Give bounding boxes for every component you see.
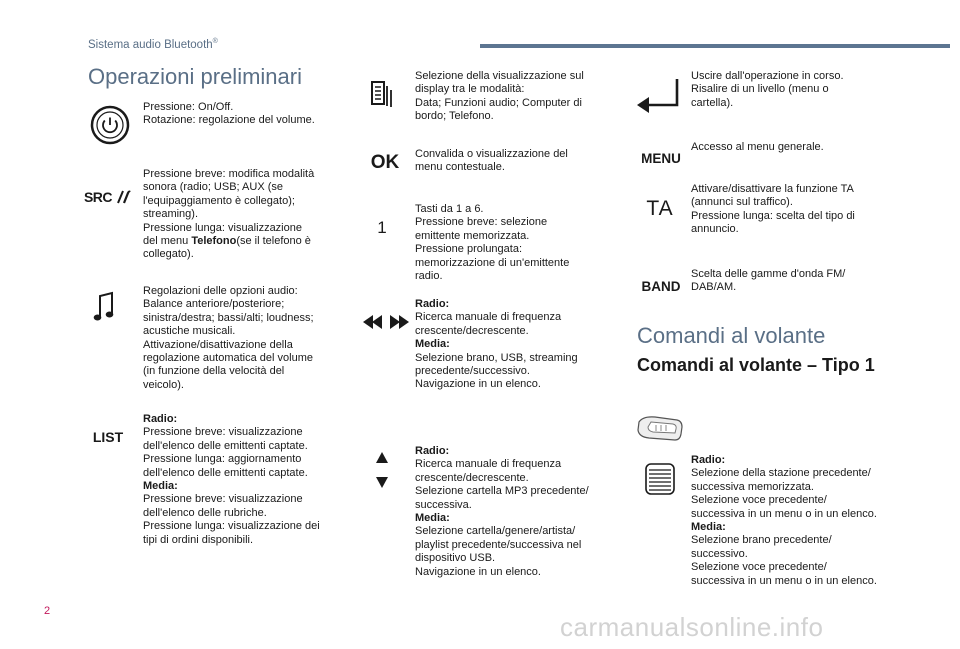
text-line: successiva in un menu o in un elenco. [691, 507, 877, 520]
text-line: Pressione: On/Off. [143, 101, 234, 113]
text-line: emittente memorizzata. [415, 229, 530, 242]
text-line: Scelta delle gamme d'onda FM/ [691, 268, 846, 280]
menu-key-icon [638, 149, 684, 167]
text-line: precedente/successivo. [415, 365, 530, 378]
text-line: Pressione breve: visualizzazione [143, 426, 303, 439]
text-line: annuncio. [691, 223, 739, 236]
text-line: Accesso al menu generale. [691, 141, 824, 153]
text-line: Pressione lunga: scelta del tipo di [691, 209, 855, 222]
text-line [415, 445, 589, 458]
text-line: Pressione prolungata: [415, 243, 523, 256]
text-line: Selezione della stazione precedente/ [691, 467, 871, 480]
registered-mark: ® [212, 38, 218, 45]
text-line: collegato). [143, 248, 194, 261]
preset-keys-description [415, 203, 569, 283]
text-line: Rotazione: regolazione del volume. [143, 114, 315, 127]
text-line: Navigazione in un elenco. [415, 378, 541, 391]
text-line: Selezione della visualizzazione sul [415, 70, 584, 82]
text-line: memorizzazione di un'emittente [415, 256, 570, 269]
text-line: DAB/AM. [691, 281, 737, 294]
text-line [415, 298, 578, 311]
text-line: crescente/decrescente. [415, 324, 529, 337]
text-line: Balance anteriore/posteriore; [143, 298, 285, 311]
text-line: Pressione breve: selezione [415, 216, 548, 229]
ok-key-icon [368, 152, 402, 174]
text-line: Pressione breve: modifica modalità [143, 168, 315, 180]
text-line: dispositivo USB. [415, 552, 496, 565]
audio-settings-description [143, 285, 314, 392]
text-line: bordo; Telefono. [415, 110, 494, 123]
text-line: successivo. [691, 547, 748, 560]
up-down-arrows-icon [374, 452, 390, 488]
radio-heading: Radio: [415, 445, 450, 457]
text-line: sinistra/destra; bassi/alti; loudness; [143, 311, 314, 324]
back-arrow-icon [636, 74, 682, 114]
music-note-icon [92, 290, 116, 324]
list-description [143, 413, 320, 547]
media-heading: Media: [691, 521, 726, 534]
text-line: Navigazione in un elenco. [415, 565, 541, 578]
text-line: dell'elenco delle rubriche. [143, 506, 267, 519]
thumbwheel-icon [644, 462, 676, 496]
menu-description [691, 141, 824, 154]
text-line: Selezione voce precedente/ [691, 561, 827, 574]
display-mode-icon [368, 80, 396, 108]
text-run: del menu [143, 235, 192, 248]
back-description [691, 70, 844, 110]
ta-description [691, 183, 855, 237]
text-line: successiva memorizzata. [691, 480, 814, 493]
seek-description [415, 298, 578, 392]
telefono-term: Telefono [191, 235, 237, 248]
band-description [691, 268, 845, 295]
text-line: Pressione breve: visualizzazione [143, 493, 303, 506]
phone-icon [114, 188, 132, 206]
ta-key-label: TA [646, 197, 674, 220]
text-line: dell'elenco delle emittenti captate. [143, 466, 308, 479]
text-line: cartella). [691, 96, 734, 109]
src-key-label: SRC [83, 189, 113, 205]
media-heading: Media: [415, 338, 450, 351]
ok-description [415, 148, 568, 175]
preset-key-icon [374, 218, 390, 238]
src-description [143, 168, 314, 262]
text-line: Attivazione/disattivazione della [143, 338, 293, 351]
text-line [415, 338, 578, 351]
text-line: Selezione voce precedente/ [691, 494, 827, 507]
media-heading: Media: [143, 480, 178, 493]
header-bar [480, 44, 950, 48]
text-line: display tra le modalità: [415, 83, 525, 96]
text-line: Selezione brano, USB, streaming [415, 351, 578, 364]
text-line: veicolo). [143, 378, 184, 391]
text-line: (in funzione della velocità del [143, 365, 285, 378]
preset-key-label: 1 [377, 218, 387, 237]
band-key-label: BAND [641, 278, 681, 294]
text-line: Selezione cartella MP3 precedente/ [415, 485, 589, 498]
text-line: Data; Funzioni audio; Computer di [415, 96, 582, 109]
text-line: tipi di ordini disponibili. [143, 533, 254, 546]
section-title-steering: Comandi al volante [637, 323, 826, 348]
up-arrow-icon [376, 452, 388, 463]
text-line [143, 235, 314, 248]
subsection-title-steering-type1: Comandi al volante – Tipo 1 [637, 355, 875, 375]
page-number: 2 [44, 605, 51, 617]
text-line: acustiche musicali. [143, 325, 236, 338]
thumbwheel-description [691, 454, 877, 588]
radio-heading: Radio: [143, 413, 178, 425]
seek-arrows-icon [362, 313, 410, 331]
text-line [143, 480, 320, 493]
text-line [691, 521, 877, 534]
text-line: Selezione cartella/genere/artista/ [415, 525, 576, 538]
ok-key-label: OK [370, 152, 400, 173]
text-line: (annunci sul traffico). [691, 196, 793, 209]
display-description [415, 70, 584, 124]
radio-heading: Radio: [691, 454, 726, 466]
watermark: carmanualsonline.info [560, 612, 824, 642]
media-heading: Media: [415, 512, 450, 525]
text-line: menu contestuale. [415, 161, 505, 174]
text-line: regolazione automatica del volume [143, 352, 313, 365]
up-down-description [415, 445, 589, 579]
text-line: radio. [415, 270, 443, 283]
chapter-title: Sistema audio Bluetooth [88, 38, 213, 51]
text-line: streaming). [143, 208, 199, 221]
text-line: Tasti da 1 a 6. [415, 203, 484, 215]
power-knob-icon [90, 105, 130, 145]
src-key-icon [82, 185, 134, 209]
text-line: Selezione brano precedente/ [691, 534, 832, 547]
radio-heading: Radio: [415, 298, 450, 310]
list-key-icon [86, 428, 130, 446]
text-line: dell'elenco delle emittenti captate. [143, 439, 308, 452]
list-key-label: LIST [92, 429, 124, 445]
steering-stalk-icon [634, 414, 684, 444]
text-line: crescente/decrescente. [415, 471, 529, 484]
section-title-preliminary: Operazioni preliminari [88, 64, 302, 89]
text-line: Convalida o visualizzazione del [415, 148, 568, 160]
text-line: successiva in un menu o in un elenco. [691, 574, 877, 587]
text-line: sonora (radio; USB; AUX (se [143, 181, 284, 194]
text-line: Pressione lunga: aggiornamento [143, 453, 302, 466]
text-line [143, 413, 320, 426]
text-line: Uscire dall'operazione in corso. [691, 70, 844, 82]
ta-key-icon [644, 196, 676, 222]
chapter-header [88, 38, 218, 51]
text-line [691, 454, 877, 467]
text-line: Ricerca manuale di frequenza [415, 311, 562, 324]
text-line: Attivare/disattivare la funzione TA [691, 183, 854, 195]
text-line: l'equipaggiamento è collegato); [143, 194, 295, 207]
power-description [143, 101, 315, 128]
down-arrow-icon [376, 477, 388, 488]
text-line: successiva. [415, 498, 472, 511]
text-line [415, 512, 589, 525]
text-line: playlist precedente/successiva nel [415, 538, 582, 551]
menu-key-label: MENU [641, 150, 681, 166]
text-line: Pressione lunga: visualizzazione [143, 221, 302, 234]
band-key-icon [638, 277, 684, 295]
text-line: Ricerca manuale di frequenza [415, 458, 562, 471]
text-line: Risalire di un livello (menu o [691, 83, 829, 96]
text-line: Regolazioni delle opzioni audio: [143, 285, 298, 297]
text-line: Pressione lunga: visualizzazione dei [143, 520, 320, 533]
text-run: (se il telefono è [236, 235, 311, 248]
